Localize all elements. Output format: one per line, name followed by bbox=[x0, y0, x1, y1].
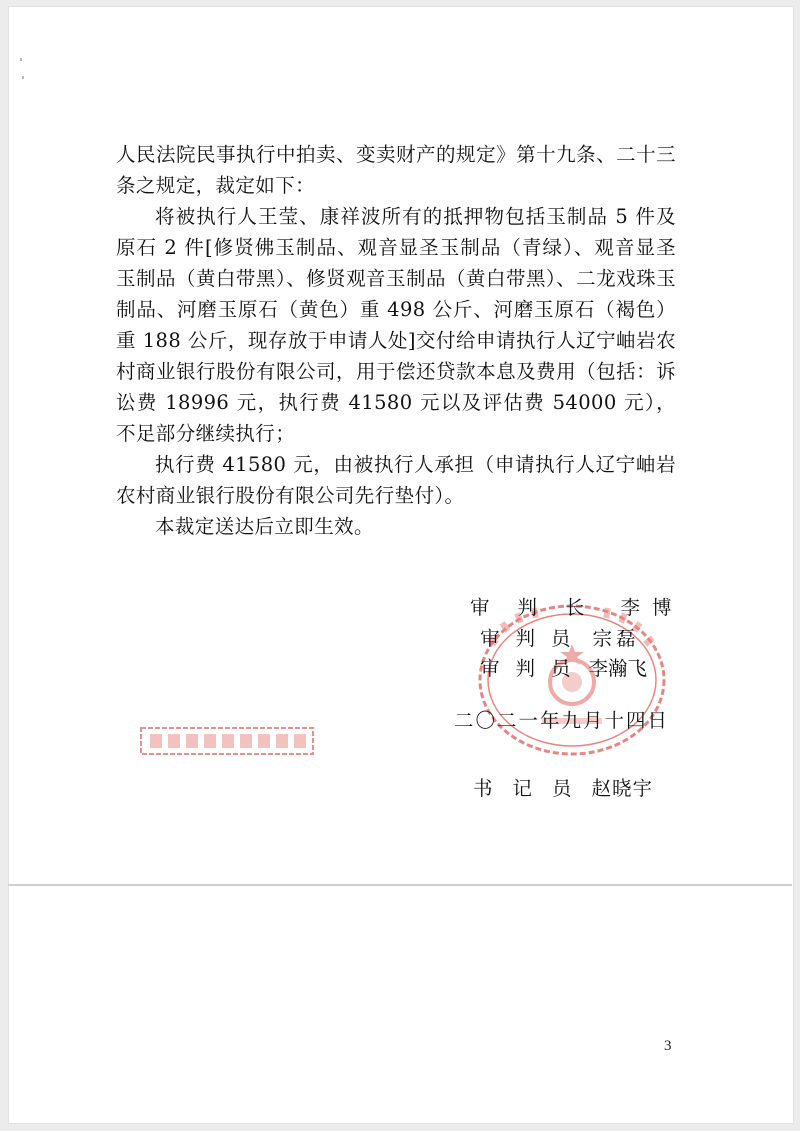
judge1-name: 宗磊 bbox=[592, 627, 640, 650]
paragraph-execution-fee: 执行费 41580 元，由被执行人承担（申请执行人辽宁岫岩农村商业银行股份有限公司先行垫付）。 bbox=[116, 453, 676, 507]
chief-judge-signature bbox=[470, 592, 684, 620]
copy-stamp-image bbox=[138, 722, 318, 760]
judge1-role: 审判员 bbox=[480, 627, 587, 650]
clerk-name: 赵晓宇 bbox=[591, 777, 654, 800]
judge1-signature bbox=[480, 623, 640, 651]
clerk-signature bbox=[473, 773, 653, 801]
chief-judge-name: 李博 bbox=[620, 596, 684, 619]
ruling-body bbox=[116, 139, 676, 542]
judge2-name: 李瀚飞 bbox=[588, 657, 648, 680]
clerk-role: 书记员 bbox=[473, 777, 592, 800]
paragraph-legal-basis: 人民法院民事执行中拍卖、变卖财产的规定》第十九条、二十三条之规定，裁定如下： bbox=[116, 143, 676, 197]
chief-judge-role: 审判长 bbox=[470, 596, 613, 619]
scan-speck bbox=[20, 58, 22, 61]
page-number: 3 bbox=[664, 1038, 672, 1054]
judge2-signature bbox=[480, 653, 647, 681]
judge2-role: 审判员 bbox=[480, 657, 587, 680]
ruling-date: 二〇二一年九月十四日 bbox=[454, 709, 670, 732]
scan-speck bbox=[22, 76, 24, 79]
paragraph-delivery-order: 将被执行人王莹、康祥波所有的抵押物包括玉制品 5 件及原石 2 件[修贤佛玉制品、观音显圣玉制品（青绿）、观音显圣玉制品（黄白带黑）、修贤观音玉制品（黄白带黑）、二龙戏珠玉制品、河磨玉原石（黄色）重 498 公斤、河磨玉原石（褐色）重 188 公斤，现存放于申请人处]交付给申请执行人辽宁岫岩农村商业银行股份有限公司，用于偿还贷款本息及费用（包括：诉讼费 18996 元，执行费 41580 元以及评估费 54000 元），不足部分继续执行； bbox=[116, 205, 676, 445]
paragraph-effective: 本裁定送达后立即生效。 bbox=[155, 515, 374, 538]
page-divider bbox=[8, 884, 792, 886]
